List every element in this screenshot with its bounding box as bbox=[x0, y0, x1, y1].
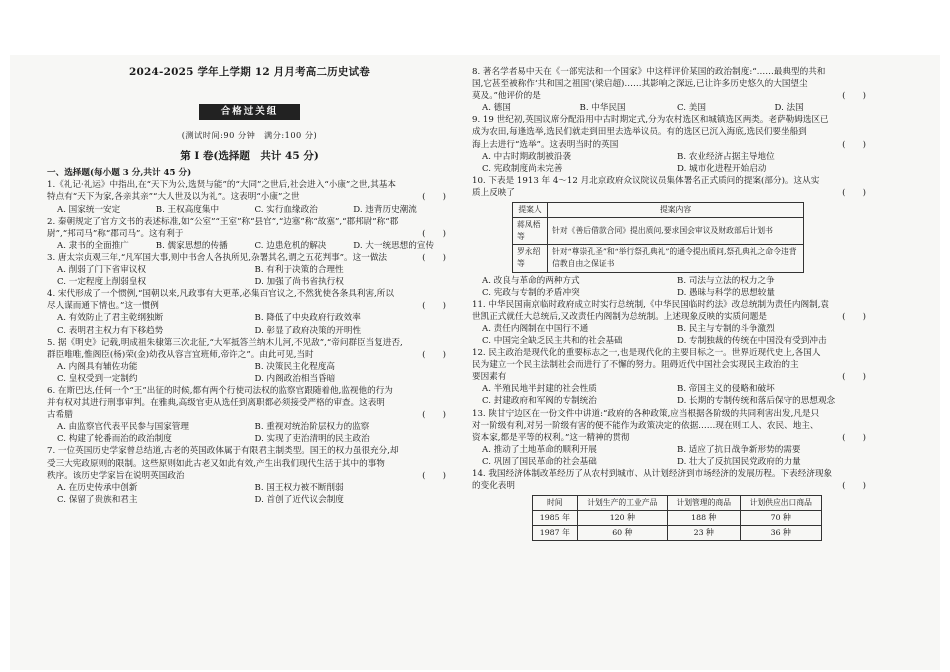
options-group bbox=[472, 444, 872, 468]
answer-paren: ( ) bbox=[422, 470, 446, 481]
option: B. 民主与专制的斗争激烈 bbox=[677, 323, 775, 334]
answer-paren: ( ) bbox=[842, 139, 866, 150]
option: C. 一定程度上削弱皇权 bbox=[57, 277, 147, 288]
choice-heading: 一、选择题(每小题 3 分,共计 45 分) bbox=[47, 168, 192, 179]
exam-title: 2024-2025 学年上学期 12 月月考高二历史试卷 bbox=[129, 66, 370, 78]
table-cell: 120 种 bbox=[577, 511, 667, 526]
option: C. 构建了轮番而治的政治制度 bbox=[57, 434, 172, 445]
question-stem-line: 6. 在斯巴达,任何一个“王”出征的时候,都有两个行使司法权的监察官跟随着他,监视他的行为 bbox=[47, 385, 393, 396]
left-column bbox=[47, 60, 452, 506]
option: C. 宪政制度尚未完善 bbox=[482, 163, 563, 174]
question-list-right bbox=[472, 66, 872, 541]
option: A. 中古时期政制被沿袭 bbox=[482, 151, 572, 162]
option: B. 决策民主化程度高 bbox=[254, 361, 336, 372]
table-header-cell: 时间 bbox=[533, 496, 578, 511]
question-stem-line: 要因素有 ( ) bbox=[472, 371, 872, 383]
question-3 bbox=[47, 252, 452, 288]
question-stem-line: 特点有“天下为家,各亲其亲”“大人世及以为礼”。这表明“小康”之世 ( ) bbox=[47, 191, 452, 203]
question-stem-line: 国,它甚至被称作‘共和国之祖国’(梁启超)……其影响之深远,已让许多历史悠久的大国望尘 bbox=[472, 79, 808, 90]
option: D. 愚昧与科学的思想较量 bbox=[677, 287, 775, 298]
option: B. 降低了中央政府行政效率 bbox=[254, 313, 361, 324]
table-row bbox=[513, 245, 804, 272]
option: A. 削弱了门下省审议权 bbox=[57, 265, 147, 276]
question-12 bbox=[472, 347, 872, 407]
option: B. 儒家思想的传播 bbox=[155, 240, 228, 251]
table-header-cell: 提案人 bbox=[513, 203, 548, 218]
option: C. 中国完全缺乏民主共和的社会基础 bbox=[482, 335, 623, 346]
question-stem-line: 秩序。该历史学家旨在说明英国政治 ( ) bbox=[47, 470, 452, 482]
table-cell: 36 种 bbox=[740, 526, 821, 541]
question-8 bbox=[472, 66, 872, 114]
option: A. 国家统一安定 bbox=[57, 204, 121, 215]
question-stem-line: 12. 民主政治是现代化的重要标志之一,也是现代化的主要目标之一。世界近现代史上,各国人 bbox=[472, 348, 821, 359]
table-cell: 针对《善后借款合同》提出质问,要求国会审议及财政部后计划书 bbox=[548, 218, 804, 245]
option: D. 内阁政治相当昏暗 bbox=[254, 373, 336, 384]
question-stem-line: 世凯正式就任大总统后,又改责任内阁制为总统制。上述现象反映的实质问题是 ( ) bbox=[472, 311, 872, 323]
question-14 bbox=[472, 468, 872, 541]
question-stem-line: 质上反映了 ( ) bbox=[472, 187, 872, 199]
option: B. 中华民国 bbox=[579, 103, 626, 114]
question-stem-line: 古希腊 ( ) bbox=[47, 409, 452, 421]
question-stem-line: 受三大宪政原则的限制。这些原则如此古老又如此有效,产生出我们现代生活于其中的事物 bbox=[47, 458, 385, 469]
question-stem-line: 11. 中华民国南京临时政府成立时实行总统制,《中华民国临时约法》改总统制为责任内阁制,袁 bbox=[472, 299, 830, 310]
question-1 bbox=[47, 179, 452, 215]
option: D. 违背历史潮流 bbox=[353, 204, 417, 215]
proposal-table bbox=[512, 202, 804, 272]
options-group bbox=[472, 102, 872, 114]
options-group bbox=[47, 312, 452, 336]
section-title: 第 Ⅰ 卷(选择题 共计 45 分) bbox=[180, 150, 319, 163]
table-header-cell: 计划生产的工业产品 bbox=[577, 496, 667, 511]
answer-paren: ( ) bbox=[422, 228, 446, 239]
options-group bbox=[47, 240, 452, 252]
option: C. 皇权受到一定制约 bbox=[57, 373, 138, 384]
option: B. 王权高度集中 bbox=[155, 204, 220, 215]
options-group bbox=[472, 323, 872, 347]
option: C. 表明君主权力有下移趋势 bbox=[57, 325, 164, 336]
question-stem-line: 13. 陕甘宁边区在一份文件中讲道:“政府的各种政策,应当根据各阶级的共同利害出发,凡是只 bbox=[472, 408, 820, 419]
option: B. 适应了抗日战争新形势的需要 bbox=[677, 444, 801, 455]
option: D. 城市化进程开始启动 bbox=[677, 163, 767, 174]
question-stem-line: 14. 我国经济体制改革经历了从农村到城市、从计划经济到市场经济的发展历程。下表经济现象 bbox=[472, 469, 833, 479]
table-cell: 188 种 bbox=[667, 511, 740, 526]
option: A. 在历史传承中创新 bbox=[57, 482, 138, 493]
options-group bbox=[472, 151, 872, 175]
question-stem-line: 对一阶级有利,对另一阶级有害的便不能作为政策决定的依据……现在则工人、农民、地主、 bbox=[472, 420, 819, 431]
question-stem-line: 5. 据《明史》记载,明成祖朱棣第三次北征,“大军抵答兰纳木儿河,不见敌”,“帝问群臣当复进否, bbox=[47, 337, 403, 348]
question-4 bbox=[47, 288, 452, 336]
question-stem-line: 并有权对其进行刑事审判。在雅典,高级官吏从选任到离职都必须接受严格的审查。这表明 bbox=[47, 398, 385, 409]
answer-paren: ( ) bbox=[842, 91, 866, 102]
question-stem-line: 1.《礼记·礼运》中指出,在“天下为公,选贤与能”的“大同”之世后,社会进入“小康”之世,其基本 bbox=[47, 180, 397, 191]
question-stem-line: 莫及。”他评价的是 ( ) bbox=[472, 90, 872, 102]
question-13 bbox=[472, 408, 872, 468]
question-10 bbox=[472, 175, 872, 299]
option: D. 壮大了反抗国民党政府的力量 bbox=[677, 456, 801, 467]
option: A. 隶书的全面推广 bbox=[57, 240, 129, 251]
exam-meta: (测试时间:90 分钟 满分:100 分) bbox=[181, 130, 318, 141]
option: A. 由监察官代表平民参与国家管理 bbox=[57, 422, 189, 433]
question-stem-line: 尽人谋而通下情也。”这一惯例 ( ) bbox=[47, 300, 452, 312]
option: C. 实行血缘政治 bbox=[254, 204, 318, 215]
answer-paren: ( ) bbox=[842, 187, 866, 198]
question-stem-line: 9. 19 世纪初,英国议席分配沿用中古时期定式,分为农村选区和城镇选区两类。老萨勒姆选区已 bbox=[472, 115, 829, 126]
table-cell: 罗永绍等 bbox=[513, 245, 548, 272]
answer-paren: ( ) bbox=[422, 349, 446, 360]
option: A. 内阁具有辅佐功能 bbox=[57, 361, 138, 372]
answer-paren: ( ) bbox=[842, 432, 866, 443]
table-cell: 1987 年 bbox=[533, 526, 578, 541]
table-cell: 蒋凤梧等 bbox=[513, 218, 548, 245]
table-row bbox=[533, 511, 822, 526]
options-group bbox=[47, 264, 452, 288]
answer-paren: ( ) bbox=[422, 192, 446, 203]
question-stem-line: 4. 宋代形成了一个惯例,“国朝以来,凡政事有大更革,必集百官议之,不然犹使各条具利害,所以 bbox=[47, 289, 394, 300]
option: C. 封建政府和军阀的专制统治 bbox=[482, 396, 597, 407]
table-header-cell: 计划管理的商品 bbox=[667, 496, 740, 511]
options-group bbox=[47, 361, 452, 385]
options-group bbox=[47, 421, 452, 445]
answer-paren: ( ) bbox=[842, 372, 866, 383]
question-list-left bbox=[47, 179, 452, 506]
option: B. 农业经济占据主导地位 bbox=[677, 151, 775, 162]
option: A. 半殖民地半封建的社会性质 bbox=[482, 384, 597, 395]
answer-paren: ( ) bbox=[422, 301, 446, 312]
option: D. 首创了近代议会制度 bbox=[254, 494, 344, 505]
option: A. 德国 bbox=[482, 103, 511, 114]
option: B. 重视对统治阶层权力的监察 bbox=[254, 422, 370, 433]
group-badge: 合格过关组 bbox=[199, 104, 301, 120]
question-stem-line: 海上去进行“选举”。这表明当时的英国 ( ) bbox=[472, 139, 872, 151]
table-cell: 60 种 bbox=[577, 526, 667, 541]
options-group bbox=[47, 482, 452, 506]
question-9 bbox=[472, 114, 872, 174]
question-stem-line: 3. 唐太宗贞观三年,“凡军国大事,则中书舍人各执所见,杂署其名,谓之五花判事”。这一做法 ( ) bbox=[47, 252, 452, 264]
table-header-cell: 计划供应出口商品 bbox=[740, 496, 821, 511]
economy-table bbox=[532, 495, 822, 541]
question-6 bbox=[47, 385, 452, 445]
option: D. 法国 bbox=[774, 103, 804, 114]
question-stem-line: 群臣唯唯,惟阁臣(杨)荣(金)幼孜从容言宜班师,帝许之”。由此可见,当时 ( ) bbox=[47, 349, 452, 361]
table-row bbox=[513, 218, 804, 245]
option: D. 实现了吏治清明的民主政治 bbox=[254, 434, 370, 445]
table-row bbox=[533, 526, 822, 541]
option: D. 加强了尚书省执行权 bbox=[254, 277, 344, 288]
option: C. 边患危机的解决 bbox=[254, 240, 327, 251]
question-11 bbox=[472, 299, 872, 347]
answer-paren: ( ) bbox=[422, 410, 446, 421]
options-group bbox=[472, 383, 872, 407]
question-stem-line: 资本家,都是平等的权利。”这一精神的贯彻 ( ) bbox=[472, 432, 872, 444]
option: A. 有效防止了君主乾纲独断 bbox=[57, 313, 164, 324]
question-2 bbox=[47, 216, 452, 252]
question-stem-line: 成为农田,每逢选举,选民们就走到田里去选举议员。有的选区已沉入海底,选民们要坐船到 bbox=[472, 127, 807, 138]
table-header-cell: 提案内容 bbox=[548, 203, 804, 218]
question-stem-line: 8. 著名学者易中天在《一部宪法和一个国家》中这样评价某国的政治制度:“……最典型的共和 bbox=[472, 67, 826, 77]
question-stem-line: 7. 一位英国历史学家曾总结道,古老的英国政体属于有限君主制类型。国王的权力虽很充分,却 bbox=[47, 446, 399, 457]
question-stem-line: 的变化表明 ( ) bbox=[472, 480, 872, 492]
answer-paren: ( ) bbox=[842, 481, 866, 492]
option: A. 责任内阁制在中国行不通 bbox=[482, 323, 589, 334]
table-cell: 1985 年 bbox=[533, 511, 578, 526]
right-column bbox=[472, 66, 872, 541]
option: D. 大一统思想的宣传 bbox=[353, 240, 435, 251]
table-cell: 23 种 bbox=[667, 526, 740, 541]
option: B. 帝国主义的侵略和破坏 bbox=[677, 384, 775, 395]
answer-paren: ( ) bbox=[422, 252, 446, 263]
option: C. 巩固了国民革命的社会基础 bbox=[482, 456, 597, 467]
question-5 bbox=[47, 337, 452, 385]
options-group bbox=[47, 204, 452, 216]
option: C. 宪政与专制的矛盾冲突 bbox=[482, 287, 580, 298]
question-stem-line: 民为建立一个民主法制社会而进行了不懈的努力。阻碍近代中国社会实现民主政治的主 bbox=[472, 360, 799, 371]
option: B. 国王权力被不断削弱 bbox=[254, 482, 344, 493]
option: D. 彰显了政府决策的开明性 bbox=[254, 325, 362, 336]
option: C. 美国 bbox=[677, 103, 706, 114]
option: D. 长期的专制传统和落后保守的思想观念 bbox=[677, 396, 836, 407]
question-stem-line: 10. 下表是 1913 年 4～12 月北京政府众议院议员集体署名正式质问的提案(部分)。这从实 bbox=[472, 175, 820, 186]
question-stem-line: 尉”,“邦司马”称“郡司马”。这有利于 ( ) bbox=[47, 228, 452, 240]
option: C. 保留了贵族和君主 bbox=[57, 494, 138, 505]
option: A. 推动了土地革命的顺利开展 bbox=[482, 444, 597, 455]
answer-paren: ( ) bbox=[842, 311, 866, 322]
table-cell: 针对“尊崇孔圣”和“举行祭孔典礼”的通令提出质问,祭孔典礼之命令违背信教自由之保证书 bbox=[548, 245, 804, 272]
question-stem-line: 2. 秦朝规定了官方文书的表述标准,如“公室”“王室”称“县官”,“边塞”称“故塞”,“郡邦尉”称“郡 bbox=[47, 216, 399, 227]
option: B. 司法与立法的权力之争 bbox=[677, 275, 775, 286]
option: A. 改良与革命的两种方式 bbox=[482, 275, 580, 286]
options-group bbox=[472, 275, 872, 299]
table-cell: 70 种 bbox=[740, 511, 821, 526]
option: B. 有利于决策的合理性 bbox=[254, 265, 344, 276]
option: D. 专制独裁的传统在中国没有受到冲击 bbox=[677, 335, 827, 346]
question-7 bbox=[47, 445, 452, 505]
